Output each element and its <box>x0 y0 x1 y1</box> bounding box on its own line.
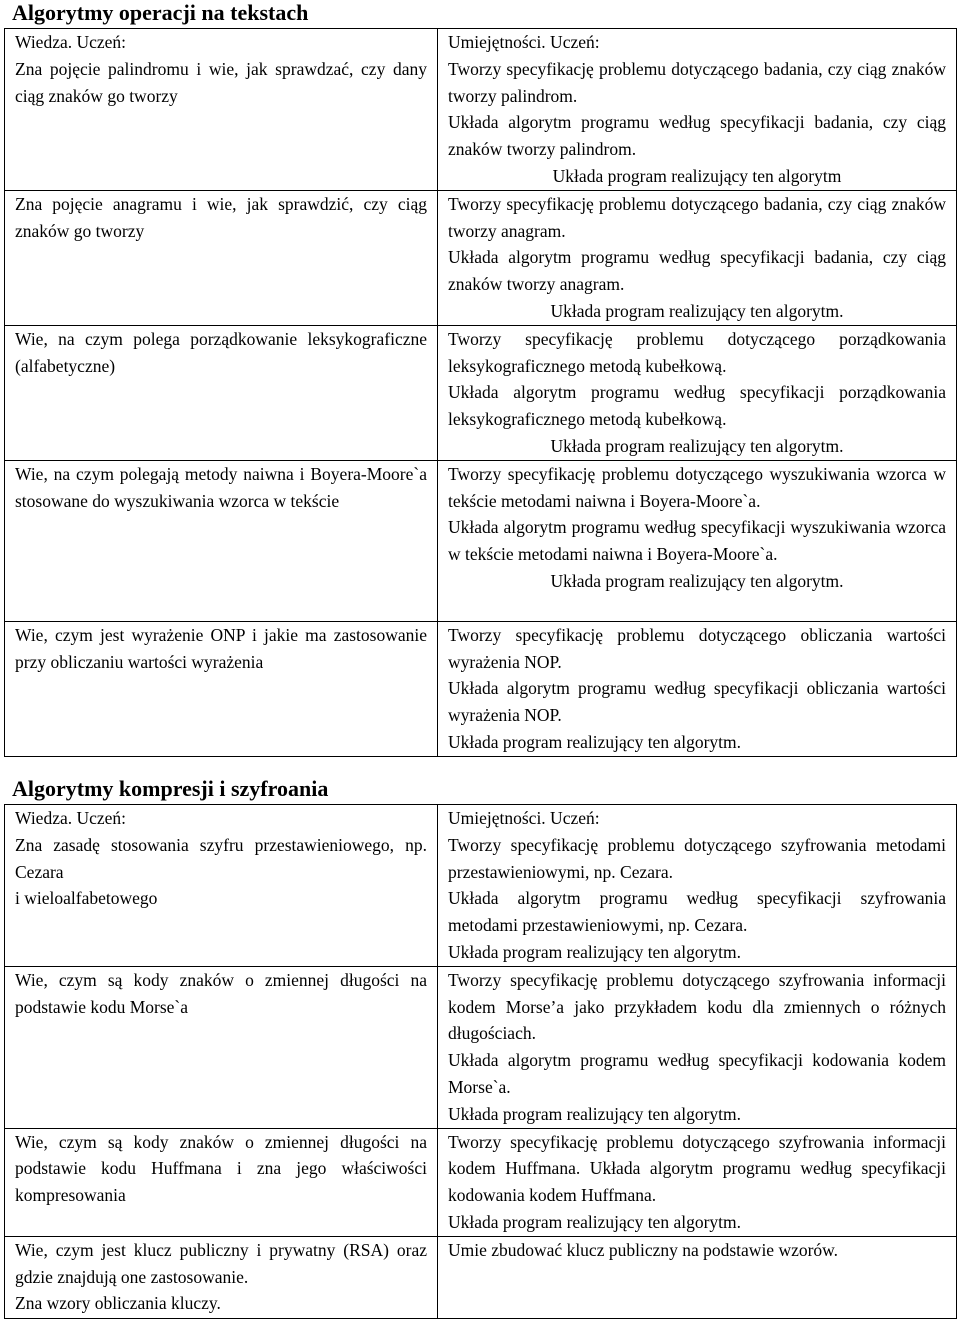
skills-cell <box>438 1236 957 1318</box>
table-row <box>5 190 957 325</box>
competency-table-text-algorithms <box>4 28 957 757</box>
knowledge-text: Wie, czym są kody znaków o zmiennej długości na podstawie kodu Huffmana i zna jego właściwości kompresowania <box>15 1131 427 1206</box>
skill-text: Tworzy specyfikację problemu dotyczącego wyszukiwania wzorca w tekście metodami naiwna i Boyera-Moore`a. <box>448 463 946 511</box>
skill-text: Układa program realizujący ten algorytm. <box>448 1103 742 1124</box>
knowledge-text: Zna pojęcie anagramu i wie, jak sprawdzić, czy ciąg znaków go tworzy <box>15 193 427 241</box>
knowledge-cell <box>5 325 438 460</box>
section-title: Algorytmy kompresji i szyfroania <box>12 776 329 801</box>
knowledge-text: Wie, na czym polegają metody naiwna i Boyera-Moore`a stosowane do wyszukiwania wzorca w tekście <box>15 463 427 511</box>
knowledge-text: Zna zasadę stosowania szyfru przestawieniowego, np. Cezara <box>15 834 427 882</box>
skill-text: Układa algorytm programu według specyfikacji obliczania wartości wyrażenia NOP. <box>448 678 946 726</box>
skills-cell <box>438 621 957 756</box>
skill-text: Układa algorytm programu według specyfikacji badania, czy ciąg znaków tworzy anagram. <box>448 247 946 295</box>
skill-text: Układa algorytm programu według specyfikacji szyfrowania metodami przestawieniowymi, np. Cezara. <box>448 888 946 936</box>
knowledge-text: Zna pojęcie palindromu i wie, jak sprawdzać, czy dany ciąg znaków go tworzy <box>15 58 427 106</box>
knowledge-text: Zna wzory obliczania kluczy. <box>15 1293 221 1314</box>
knowledge-cell <box>5 29 438 191</box>
knowledge-cell <box>5 966 438 1128</box>
skill-text: Tworzy specyfikację problemu dotyczącego szyfrowania metodami przestawieniowymi, np. Cezara. <box>448 834 946 882</box>
skills-header: Umiejętności. Uczeń: <box>448 808 600 828</box>
skill-text: Układa algorytm programu według specyfikacji wyszukiwania wzorca w tekście metodami naiwna i Boyera-Moore`a. <box>448 517 946 565</box>
skill-text: Umie zbudować klucz publiczny na podstawie wzorów. <box>448 1239 839 1260</box>
knowledge-text: Wie, czym jest klucz publiczny i prywatny (RSA) oraz gdzie znajdują one zastosowanie. <box>15 1239 427 1287</box>
skill-text: Układa algorytm programu według specyfikacji porządkowania leksykograficznego metodą kubełkową. <box>448 382 946 430</box>
skills-header: Umiejętności. Uczeń: <box>448 32 600 52</box>
skill-text: Układa program realizujący ten algorytm. <box>550 435 844 456</box>
skill-text: Tworzy specyfikację problemu dotyczącego badania, czy ciąg znaków tworzy palindrom. <box>448 58 946 106</box>
skills-cell <box>438 460 957 621</box>
skills-cell <box>438 1128 957 1236</box>
skills-cell <box>438 966 957 1128</box>
skill-text: Układa program realizujący ten algorytm. <box>448 941 742 962</box>
knowledge-cell <box>5 805 438 967</box>
skill-text: Układa program realizujący ten algorytm. <box>550 300 844 321</box>
table-row <box>5 966 957 1128</box>
knowledge-text: Wie, czym są kody znaków o zmiennej długości na podstawie kodu Morse`a <box>15 969 427 1017</box>
section-title: Algorytmy operacji na tekstach <box>12 0 309 25</box>
table-row <box>5 1128 957 1236</box>
table-row <box>5 1236 957 1318</box>
table-row <box>5 460 957 621</box>
table-row <box>5 805 957 967</box>
table-row <box>5 325 957 460</box>
skill-text: Układa algorytm programu według specyfikacji kodowania kodem Morse`a. <box>448 1050 946 1097</box>
skill-text: Układa program realizujący ten algorytm <box>552 165 842 186</box>
knowledge-text: Wie, na czym polega porządkowanie leksykograficzne (alfabetyczne) <box>15 328 427 376</box>
skill-text: Układa algorytm programu według specyfikacji badania, czy ciąg znaków tworzy palindrom. <box>448 112 946 160</box>
skills-cell <box>438 190 957 325</box>
knowledge-header: Wiedza. Uczeń: <box>15 32 127 52</box>
knowledge-cell <box>5 1128 438 1236</box>
skill-text: Układa program realizujący ten algorytm. <box>448 731 742 752</box>
table-row <box>5 621 957 756</box>
skills-cell <box>438 325 957 460</box>
knowledge-header: Wiedza. Uczeń: <box>15 808 127 828</box>
skill-text: Tworzy specyfikację problemu dotyczącego szyfrowania informacji kodem Huffmana. Układa algorytm programu według specyfikacji kodowania kodem Huffmana. <box>448 1131 946 1206</box>
skills-cell <box>438 805 957 967</box>
skill-text: Tworzy specyfikację problemu dotyczącego badania, czy ciąg znaków tworzy anagram. <box>448 193 946 241</box>
skill-text: Tworzy specyfikację problemu dotyczącego szyfrowania informacji kodem Morse’a jako przykładem kodu dla zmiennych o różnych długościach. <box>448 969 946 1044</box>
table-row <box>5 29 957 191</box>
skill-text: Układa program realizujący ten algorytm. <box>448 1211 742 1232</box>
knowledge-cell <box>5 621 438 756</box>
skill-text: Tworzy specyfikację problemu dotyczącego porządkowania leksykograficznego metodą kubełkową. <box>448 328 946 376</box>
knowledge-text: Wie, czym jest wyrażenie ONP i jakie ma zastosowanie przy obliczaniu wartości wyrażenia <box>15 624 427 672</box>
competency-table-compression <box>4 804 957 1319</box>
knowledge-cell <box>5 460 438 621</box>
skills-cell <box>438 29 957 191</box>
skill-text: Układa program realizujący ten algorytm. <box>550 570 844 591</box>
knowledge-text: i wieloalfabetowego <box>15 888 158 909</box>
knowledge-cell <box>5 190 438 325</box>
skill-text: Tworzy specyfikację problemu dotyczącego obliczania wartości wyrażenia NOP. <box>448 624 946 672</box>
knowledge-cell <box>5 1236 438 1318</box>
